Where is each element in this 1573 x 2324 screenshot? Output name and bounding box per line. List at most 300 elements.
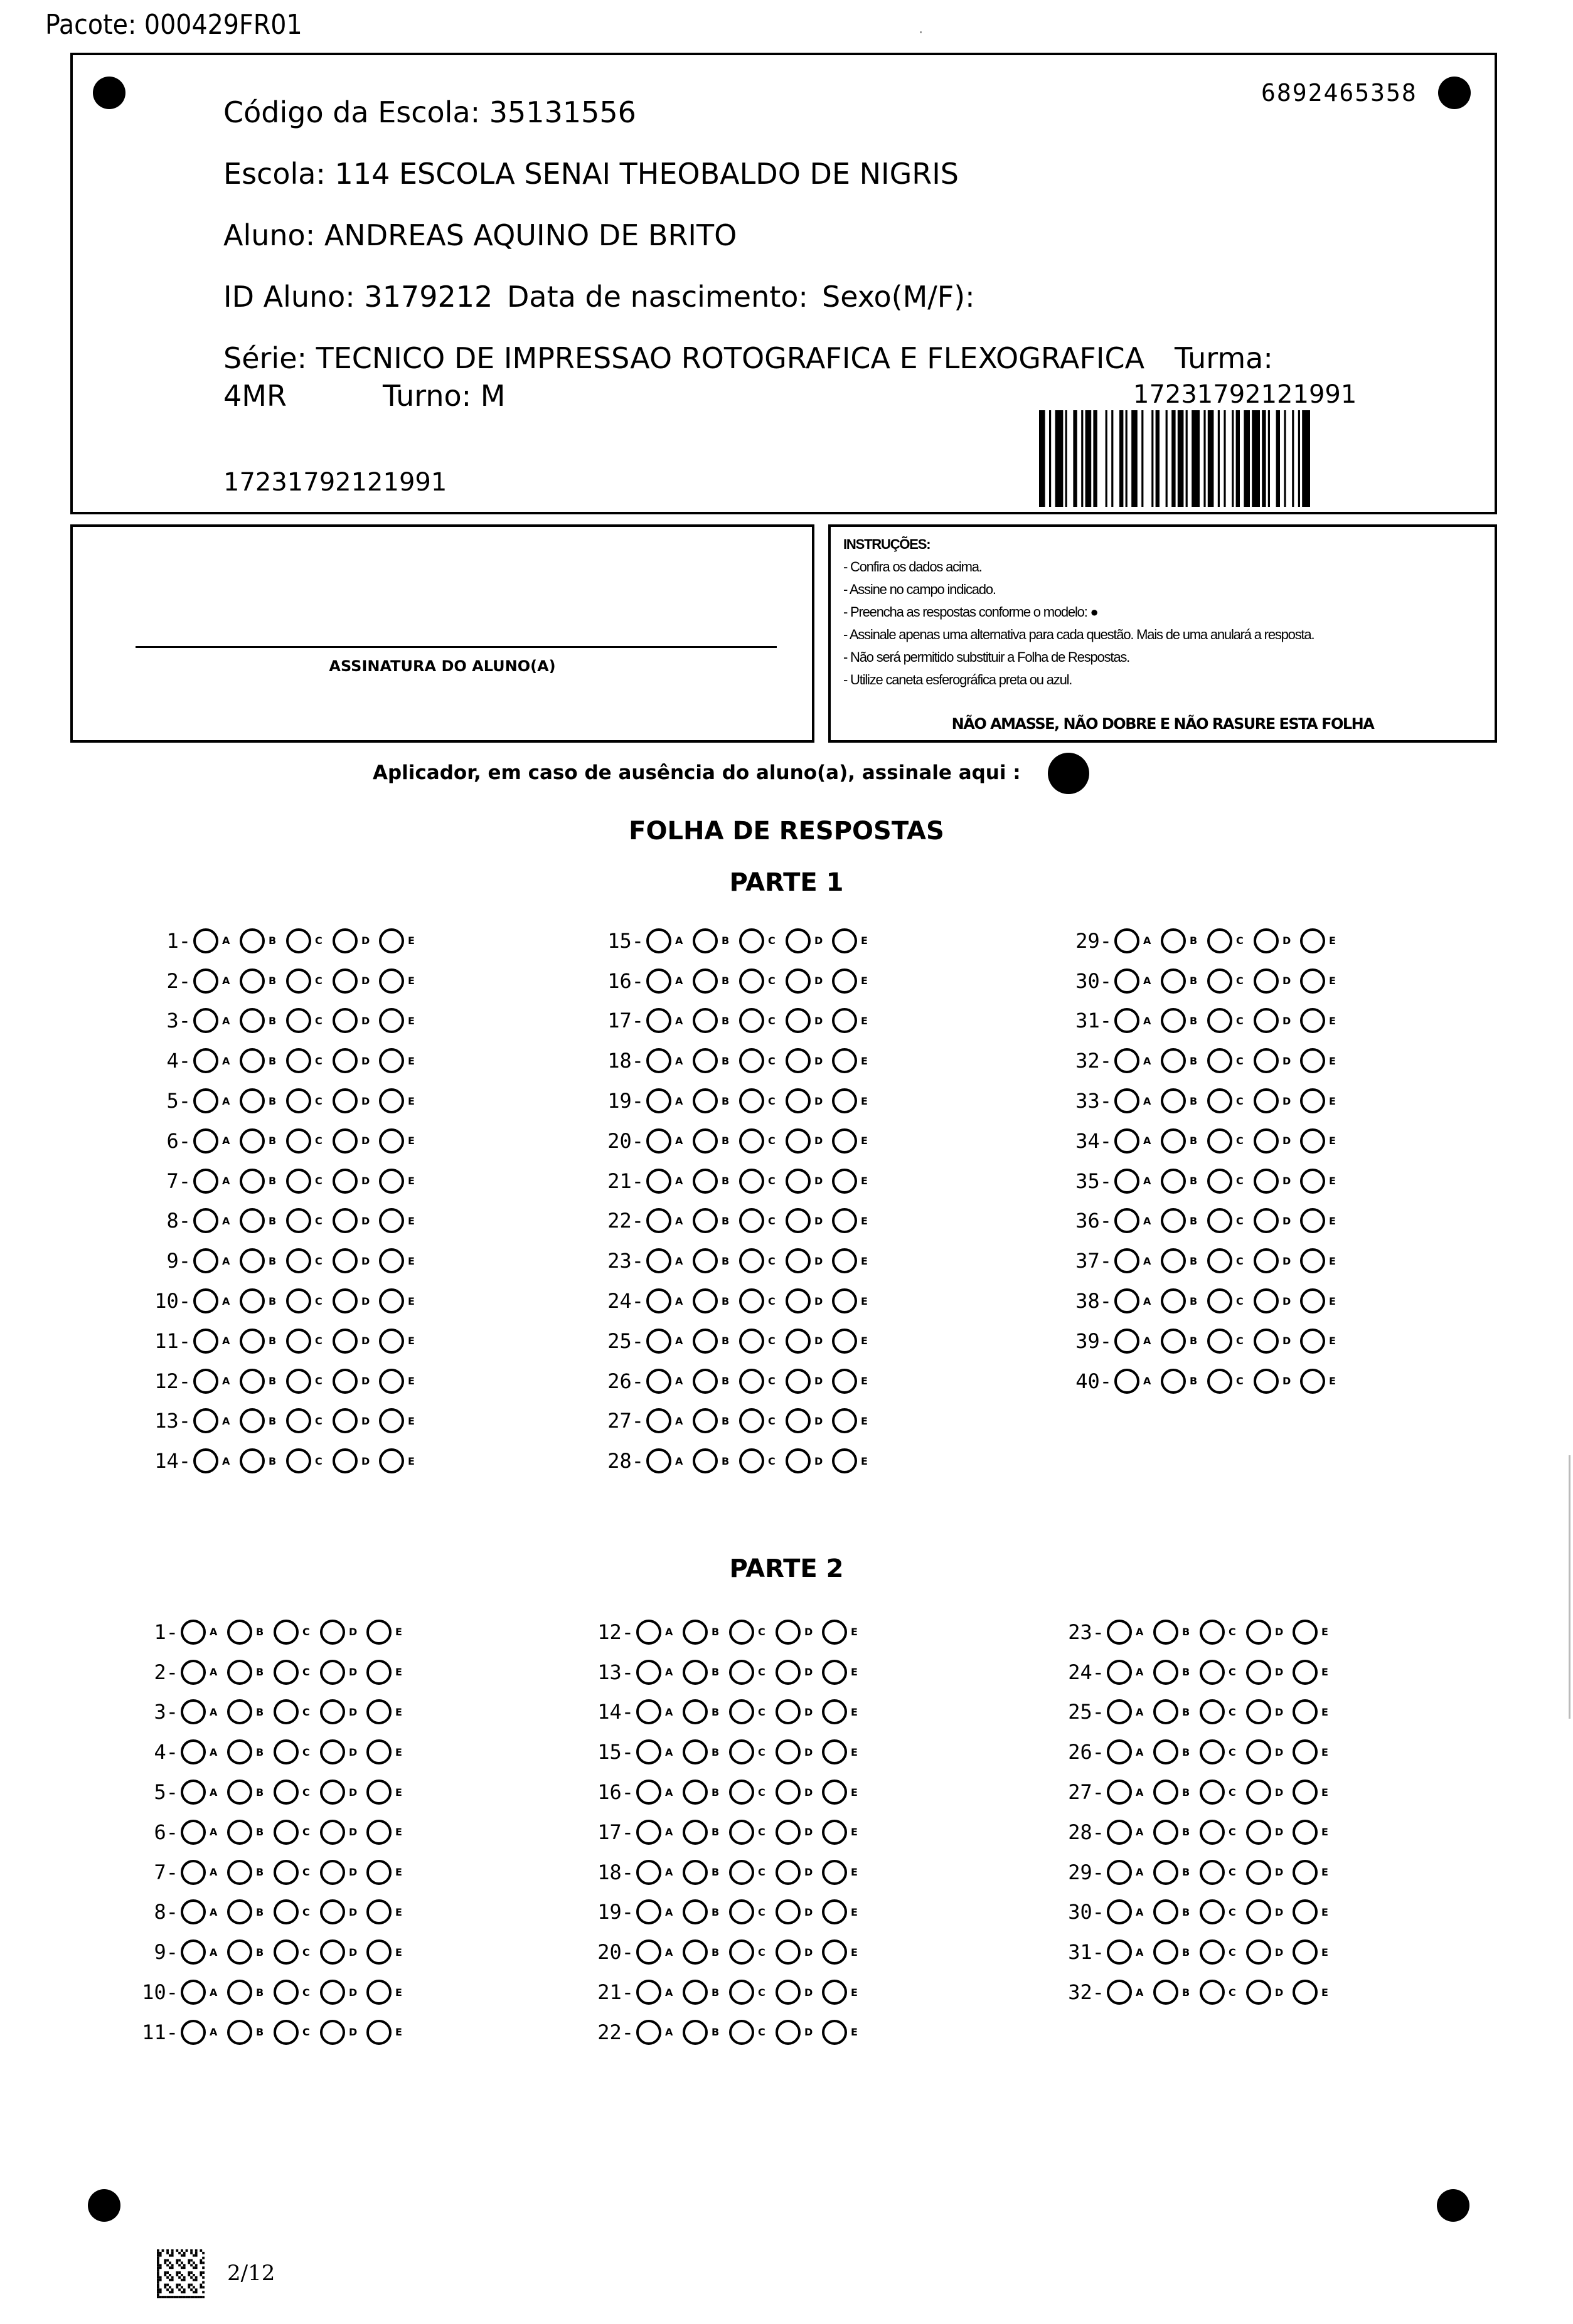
answer-bubble-b[interactable] [1153,1980,1178,2005]
answer-bubble-e[interactable] [832,1048,857,1073]
answer-bubble-c[interactable] [729,1739,754,1764]
answer-bubble-c[interactable] [286,1169,311,1194]
answer-bubble-e[interactable] [379,1408,404,1433]
answer-bubble-c[interactable] [274,1820,299,1845]
answer-bubble-e[interactable] [366,1899,392,1924]
answer-bubble-e[interactable] [379,1008,404,1033]
answer-bubble-e[interactable] [832,1248,857,1273]
answer-bubble-a[interactable] [1107,1620,1132,1645]
answer-bubble-d[interactable] [1254,928,1279,953]
answer-bubble-e[interactable] [832,1088,857,1113]
answer-bubble-c[interactable] [274,1739,299,1764]
answer-bubble-a[interactable] [646,1248,671,1273]
answer-bubble-b[interactable] [693,1288,718,1313]
answer-bubble-c[interactable] [1207,928,1232,953]
answer-bubble-c[interactable] [739,1369,764,1394]
answer-bubble-b[interactable] [227,2020,252,2045]
answer-bubble-a[interactable] [1107,1939,1132,1965]
answer-bubble-d[interactable] [786,928,811,953]
answer-bubble-b[interactable] [693,1408,718,1433]
answer-bubble-b[interactable] [693,1369,718,1394]
answer-bubble-a[interactable] [646,1408,671,1433]
answer-bubble-b[interactable] [683,1860,708,1885]
answer-bubble-e[interactable] [366,2020,392,2045]
answer-bubble-b[interactable] [1161,1329,1186,1354]
answer-bubble-d[interactable] [333,1169,358,1194]
answer-bubble-e[interactable] [822,2020,847,2045]
answer-bubble-d[interactable] [333,1128,358,1154]
answer-bubble-c[interactable] [729,1820,754,1845]
answer-bubble-b[interactable] [240,1248,265,1273]
answer-bubble-b[interactable] [683,1939,708,1965]
answer-bubble-d[interactable] [786,1088,811,1113]
answer-bubble-d[interactable] [786,1329,811,1354]
answer-bubble-d[interactable] [333,1008,358,1033]
answer-bubble-c[interactable] [739,968,764,994]
answer-bubble-a[interactable] [181,1620,206,1645]
answer-bubble-e[interactable] [379,1088,404,1113]
answer-bubble-c[interactable] [739,928,764,953]
answer-bubble-b[interactable] [683,1980,708,2005]
answer-bubble-a[interactable] [1107,1780,1132,1805]
answer-bubble-e[interactable] [1293,1739,1318,1764]
answer-bubble-a[interactable] [181,1820,206,1845]
answer-bubble-b[interactable] [1153,1660,1178,1685]
answer-bubble-c[interactable] [286,1408,311,1433]
answer-bubble-b[interactable] [240,1008,265,1033]
answer-bubble-b[interactable] [1161,1208,1186,1233]
answer-bubble-d[interactable] [776,1899,801,1924]
answer-bubble-e[interactable] [832,1408,857,1433]
answer-bubble-e[interactable] [822,1860,847,1885]
answer-bubble-e[interactable] [366,1820,392,1845]
answer-bubble-c[interactable] [274,2020,299,2045]
answer-bubble-d[interactable] [1254,1008,1279,1033]
answer-bubble-c[interactable] [1207,1369,1232,1394]
answer-bubble-a[interactable] [193,1248,218,1273]
answer-bubble-a[interactable] [646,1128,671,1154]
answer-bubble-e[interactable] [1293,1620,1318,1645]
answer-bubble-d[interactable] [320,1780,345,1805]
answer-bubble-a[interactable] [181,2020,206,2045]
answer-bubble-b[interactable] [1153,1620,1178,1645]
signature-box[interactable] [70,524,814,743]
answer-bubble-b[interactable] [693,1128,718,1154]
answer-bubble-e[interactable] [1293,1939,1318,1965]
answer-bubble-c[interactable] [286,1208,311,1233]
answer-bubble-d[interactable] [1254,968,1279,994]
answer-bubble-d[interactable] [786,1048,811,1073]
answer-bubble-b[interactable] [240,1048,265,1073]
answer-bubble-c[interactable] [286,1048,311,1073]
answer-bubble-d[interactable] [333,1048,358,1073]
answer-bubble-a[interactable] [1107,1899,1132,1924]
answer-bubble-e[interactable] [379,1208,404,1233]
answer-bubble-d[interactable] [1254,1369,1279,1394]
answer-bubble-e[interactable] [379,1248,404,1273]
answer-bubble-a[interactable] [636,1620,661,1645]
answer-bubble-b[interactable] [1153,1699,1178,1724]
answer-bubble-d[interactable] [333,1408,358,1433]
answer-bubble-d[interactable] [320,1980,345,2005]
answer-bubble-a[interactable] [193,968,218,994]
answer-bubble-b[interactable] [693,1169,718,1194]
answer-bubble-d[interactable] [1254,1088,1279,1113]
answer-bubble-c[interactable] [286,1088,311,1113]
answer-bubble-b[interactable] [227,1980,252,2005]
answer-bubble-d[interactable] [320,1739,345,1764]
answer-bubble-a[interactable] [636,1780,661,1805]
answer-bubble-c[interactable] [1200,1780,1225,1805]
answer-bubble-e[interactable] [832,1288,857,1313]
answer-bubble-a[interactable] [1107,1739,1132,1764]
answer-bubble-a[interactable] [646,928,671,953]
answer-bubble-a[interactable] [646,1288,671,1313]
answer-bubble-a[interactable] [181,1780,206,1805]
answer-bubble-a[interactable] [193,1408,218,1433]
answer-bubble-b[interactable] [227,1860,252,1885]
answer-bubble-a[interactable] [1114,1008,1139,1033]
answer-bubble-b[interactable] [693,1248,718,1273]
answer-bubble-b[interactable] [693,1448,718,1473]
answer-bubble-a[interactable] [1114,1048,1139,1073]
answer-bubble-a[interactable] [646,1088,671,1113]
answer-bubble-d[interactable] [776,1780,801,1805]
answer-bubble-d[interactable] [333,1369,358,1394]
answer-bubble-d[interactable] [786,968,811,994]
answer-bubble-a[interactable] [646,1369,671,1394]
answer-bubble-d[interactable] [1246,1620,1271,1645]
answer-bubble-c[interactable] [729,1860,754,1885]
answer-bubble-a[interactable] [636,1860,661,1885]
answer-bubble-d[interactable] [786,1369,811,1394]
answer-bubble-b[interactable] [683,1660,708,1685]
answer-bubble-a[interactable] [193,1169,218,1194]
answer-bubble-d[interactable] [776,1939,801,1965]
answer-bubble-d[interactable] [786,1408,811,1433]
answer-bubble-b[interactable] [683,1699,708,1724]
answer-bubble-a[interactable] [1114,1329,1139,1354]
answer-bubble-c[interactable] [729,1780,754,1805]
answer-bubble-b[interactable] [227,1899,252,1924]
answer-bubble-d[interactable] [333,968,358,994]
answer-bubble-a[interactable] [636,2020,661,2045]
answer-bubble-c[interactable] [729,1660,754,1685]
answer-bubble-e[interactable] [366,1660,392,1685]
answer-bubble-e[interactable] [1293,1780,1318,1805]
answer-bubble-a[interactable] [646,1169,671,1194]
answer-bubble-a[interactable] [1114,1128,1139,1154]
answer-bubble-d[interactable] [320,1699,345,1724]
answer-bubble-e[interactable] [1300,968,1325,994]
answer-bubble-a[interactable] [1107,1980,1132,2005]
answer-bubble-e[interactable] [1300,1329,1325,1354]
answer-bubble-d[interactable] [333,1088,358,1113]
answer-bubble-b[interactable] [227,1660,252,1685]
answer-bubble-c[interactable] [286,1248,311,1273]
answer-bubble-d[interactable] [786,1208,811,1233]
answer-bubble-b[interactable] [1161,1248,1186,1273]
answer-bubble-c[interactable] [1207,1329,1232,1354]
answer-bubble-c[interactable] [739,1169,764,1194]
answer-bubble-b[interactable] [1153,1899,1178,1924]
answer-bubble-e[interactable] [1293,1899,1318,1924]
answer-bubble-a[interactable] [1114,1248,1139,1273]
answer-bubble-e[interactable] [366,1980,392,2005]
answer-bubble-d[interactable] [776,1699,801,1724]
answer-bubble-a[interactable] [193,1288,218,1313]
answer-bubble-c[interactable] [274,1620,299,1645]
aplicador-absence-bubble[interactable] [1048,753,1089,794]
answer-bubble-d[interactable] [333,1288,358,1313]
answer-bubble-a[interactable] [636,1980,661,2005]
answer-bubble-e[interactable] [822,1939,847,1965]
answer-bubble-c[interactable] [729,1699,754,1724]
answer-bubble-b[interactable] [1153,1780,1178,1805]
answer-bubble-b[interactable] [683,1820,708,1845]
answer-bubble-e[interactable] [379,1169,404,1194]
answer-bubble-e[interactable] [832,1169,857,1194]
answer-bubble-c[interactable] [739,1329,764,1354]
answer-bubble-a[interactable] [1107,1660,1132,1685]
answer-bubble-b[interactable] [693,1008,718,1033]
answer-bubble-d[interactable] [1254,1208,1279,1233]
answer-bubble-c[interactable] [286,1369,311,1394]
answer-bubble-a[interactable] [1114,928,1139,953]
answer-bubble-a[interactable] [636,1820,661,1845]
answer-bubble-d[interactable] [786,1248,811,1273]
answer-bubble-b[interactable] [1161,1288,1186,1313]
answer-bubble-e[interactable] [832,1329,857,1354]
answer-bubble-d[interactable] [320,2020,345,2045]
answer-bubble-e[interactable] [832,1208,857,1233]
answer-bubble-e[interactable] [379,968,404,994]
answer-bubble-e[interactable] [822,1820,847,1845]
answer-bubble-e[interactable] [366,1739,392,1764]
answer-bubble-d[interactable] [320,1820,345,1845]
answer-bubble-e[interactable] [366,1699,392,1724]
answer-bubble-e[interactable] [1300,928,1325,953]
answer-bubble-b[interactable] [240,1369,265,1394]
answer-bubble-d[interactable] [1254,1169,1279,1194]
answer-bubble-c[interactable] [729,1899,754,1924]
answer-bubble-c[interactable] [274,1939,299,1965]
answer-bubble-e[interactable] [1293,1860,1318,1885]
answer-bubble-c[interactable] [1207,1048,1232,1073]
answer-bubble-a[interactable] [193,1008,218,1033]
answer-bubble-c[interactable] [739,1008,764,1033]
answer-bubble-d[interactable] [1246,1939,1271,1965]
answer-bubble-c[interactable] [1207,1088,1232,1113]
answer-bubble-b[interactable] [1153,1820,1178,1845]
answer-bubble-e[interactable] [366,1860,392,1885]
answer-bubble-d[interactable] [1254,1288,1279,1313]
answer-bubble-b[interactable] [683,1739,708,1764]
answer-bubble-c[interactable] [1200,1860,1225,1885]
answer-bubble-d[interactable] [786,1169,811,1194]
answer-bubble-c[interactable] [729,1939,754,1965]
answer-bubble-d[interactable] [1246,1660,1271,1685]
answer-bubble-b[interactable] [240,1128,265,1154]
answer-bubble-c[interactable] [286,1329,311,1354]
answer-bubble-c[interactable] [1200,1820,1225,1845]
answer-bubble-b[interactable] [240,1408,265,1433]
answer-bubble-a[interactable] [181,1699,206,1724]
answer-bubble-d[interactable] [776,1980,801,2005]
answer-bubble-c[interactable] [1207,1169,1232,1194]
answer-bubble-e[interactable] [1300,1208,1325,1233]
answer-bubble-b[interactable] [693,1329,718,1354]
answer-bubble-c[interactable] [1207,1008,1232,1033]
answer-bubble-b[interactable] [683,1620,708,1645]
answer-bubble-c[interactable] [286,1008,311,1033]
answer-bubble-d[interactable] [786,1128,811,1154]
answer-bubble-e[interactable] [822,1739,847,1764]
answer-bubble-a[interactable] [181,1860,206,1885]
answer-bubble-b[interactable] [1161,1128,1186,1154]
answer-bubble-c[interactable] [274,1660,299,1685]
answer-bubble-e[interactable] [822,1980,847,2005]
answer-bubble-d[interactable] [776,1820,801,1845]
answer-bubble-d[interactable] [333,1208,358,1233]
answer-bubble-a[interactable] [1114,968,1139,994]
answer-bubble-b[interactable] [227,1780,252,1805]
answer-bubble-b[interactable] [693,928,718,953]
answer-bubble-e[interactable] [822,1660,847,1685]
answer-bubble-c[interactable] [286,1128,311,1154]
answer-bubble-d[interactable] [333,1448,358,1473]
answer-bubble-b[interactable] [1161,928,1186,953]
answer-bubble-e[interactable] [822,1899,847,1924]
answer-bubble-a[interactable] [646,1208,671,1233]
answer-bubble-d[interactable] [776,2020,801,2045]
answer-bubble-e[interactable] [832,1448,857,1473]
answer-bubble-d[interactable] [776,1620,801,1645]
answer-bubble-a[interactable] [1107,1699,1132,1724]
answer-bubble-a[interactable] [636,1899,661,1924]
answer-bubble-e[interactable] [1300,1088,1325,1113]
answer-bubble-a[interactable] [181,1939,206,1965]
answer-bubble-e[interactable] [1293,1660,1318,1685]
answer-bubble-d[interactable] [1254,1128,1279,1154]
answer-bubble-d[interactable] [776,1660,801,1685]
answer-bubble-c[interactable] [286,1288,311,1313]
answer-bubble-b[interactable] [227,1939,252,1965]
answer-bubble-e[interactable] [1300,1248,1325,1273]
answer-bubble-c[interactable] [739,1248,764,1273]
answer-bubble-e[interactable] [822,1780,847,1805]
answer-bubble-e[interactable] [379,1369,404,1394]
answer-bubble-d[interactable] [786,1288,811,1313]
answer-bubble-c[interactable] [739,1128,764,1154]
answer-bubble-b[interactable] [1161,1169,1186,1194]
answer-bubble-b[interactable] [1153,1739,1178,1764]
answer-bubble-d[interactable] [320,1660,345,1685]
answer-bubble-c[interactable] [739,1088,764,1113]
answer-bubble-e[interactable] [1300,1288,1325,1313]
answer-bubble-a[interactable] [646,968,671,994]
answer-bubble-d[interactable] [776,1860,801,1885]
answer-bubble-a[interactable] [181,1899,206,1924]
answer-bubble-d[interactable] [320,1899,345,1924]
answer-bubble-e[interactable] [379,1288,404,1313]
answer-bubble-a[interactable] [1114,1208,1139,1233]
answer-bubble-c[interactable] [286,1448,311,1473]
answer-bubble-d[interactable] [1246,1980,1271,2005]
answer-bubble-c[interactable] [739,1448,764,1473]
answer-bubble-c[interactable] [286,968,311,994]
answer-bubble-a[interactable] [193,1369,218,1394]
answer-bubble-b[interactable] [693,1048,718,1073]
answer-bubble-e[interactable] [1300,1369,1325,1394]
answer-bubble-a[interactable] [1107,1860,1132,1885]
answer-bubble-e[interactable] [1300,1008,1325,1033]
answer-bubble-e[interactable] [379,1048,404,1073]
answer-bubble-d[interactable] [786,1008,811,1033]
answer-bubble-d[interactable] [1254,1048,1279,1073]
answer-bubble-d[interactable] [1246,1820,1271,1845]
answer-bubble-c[interactable] [1207,1128,1232,1154]
answer-bubble-d[interactable] [1246,1780,1271,1805]
answer-bubble-e[interactable] [1300,1128,1325,1154]
answer-bubble-b[interactable] [1153,1860,1178,1885]
answer-bubble-e[interactable] [832,928,857,953]
answer-bubble-b[interactable] [240,1329,265,1354]
answer-bubble-d[interactable] [333,1329,358,1354]
answer-bubble-a[interactable] [181,1660,206,1685]
answer-bubble-e[interactable] [366,1780,392,1805]
answer-bubble-b[interactable] [683,1899,708,1924]
answer-bubble-c[interactable] [729,2020,754,2045]
answer-bubble-b[interactable] [240,968,265,994]
answer-bubble-c[interactable] [1207,1248,1232,1273]
answer-bubble-b[interactable] [240,1169,265,1194]
answer-bubble-a[interactable] [1114,1369,1139,1394]
answer-bubble-d[interactable] [333,1248,358,1273]
answer-bubble-b[interactable] [240,1288,265,1313]
answer-bubble-c[interactable] [1200,1699,1225,1724]
answer-bubble-c[interactable] [274,1699,299,1724]
answer-bubble-e[interactable] [1300,1048,1325,1073]
answer-bubble-c[interactable] [1200,1939,1225,1965]
answer-bubble-e[interactable] [1293,1820,1318,1845]
answer-bubble-d[interactable] [320,1620,345,1645]
answer-bubble-b[interactable] [227,1620,252,1645]
answer-bubble-b[interactable] [693,968,718,994]
answer-bubble-b[interactable] [693,1208,718,1233]
answer-bubble-a[interactable] [636,1739,661,1764]
answer-bubble-a[interactable] [646,1048,671,1073]
answer-bubble-a[interactable] [636,1660,661,1685]
answer-bubble-b[interactable] [1161,1008,1186,1033]
answer-bubble-e[interactable] [822,1699,847,1724]
answer-bubble-b[interactable] [240,1208,265,1233]
answer-bubble-b[interactable] [683,2020,708,2045]
answer-bubble-c[interactable] [274,1899,299,1924]
answer-bubble-a[interactable] [193,928,218,953]
answer-bubble-c[interactable] [1200,1899,1225,1924]
answer-bubble-a[interactable] [193,1088,218,1113]
answer-bubble-e[interactable] [822,1620,847,1645]
answer-bubble-e[interactable] [366,1620,392,1645]
answer-bubble-a[interactable] [193,1128,218,1154]
answer-bubble-d[interactable] [1254,1329,1279,1354]
answer-bubble-a[interactable] [181,1980,206,2005]
answer-bubble-e[interactable] [366,1939,392,1965]
answer-bubble-b[interactable] [240,1448,265,1473]
answer-bubble-c[interactable] [739,1048,764,1073]
answer-bubble-d[interactable] [320,1860,345,1885]
